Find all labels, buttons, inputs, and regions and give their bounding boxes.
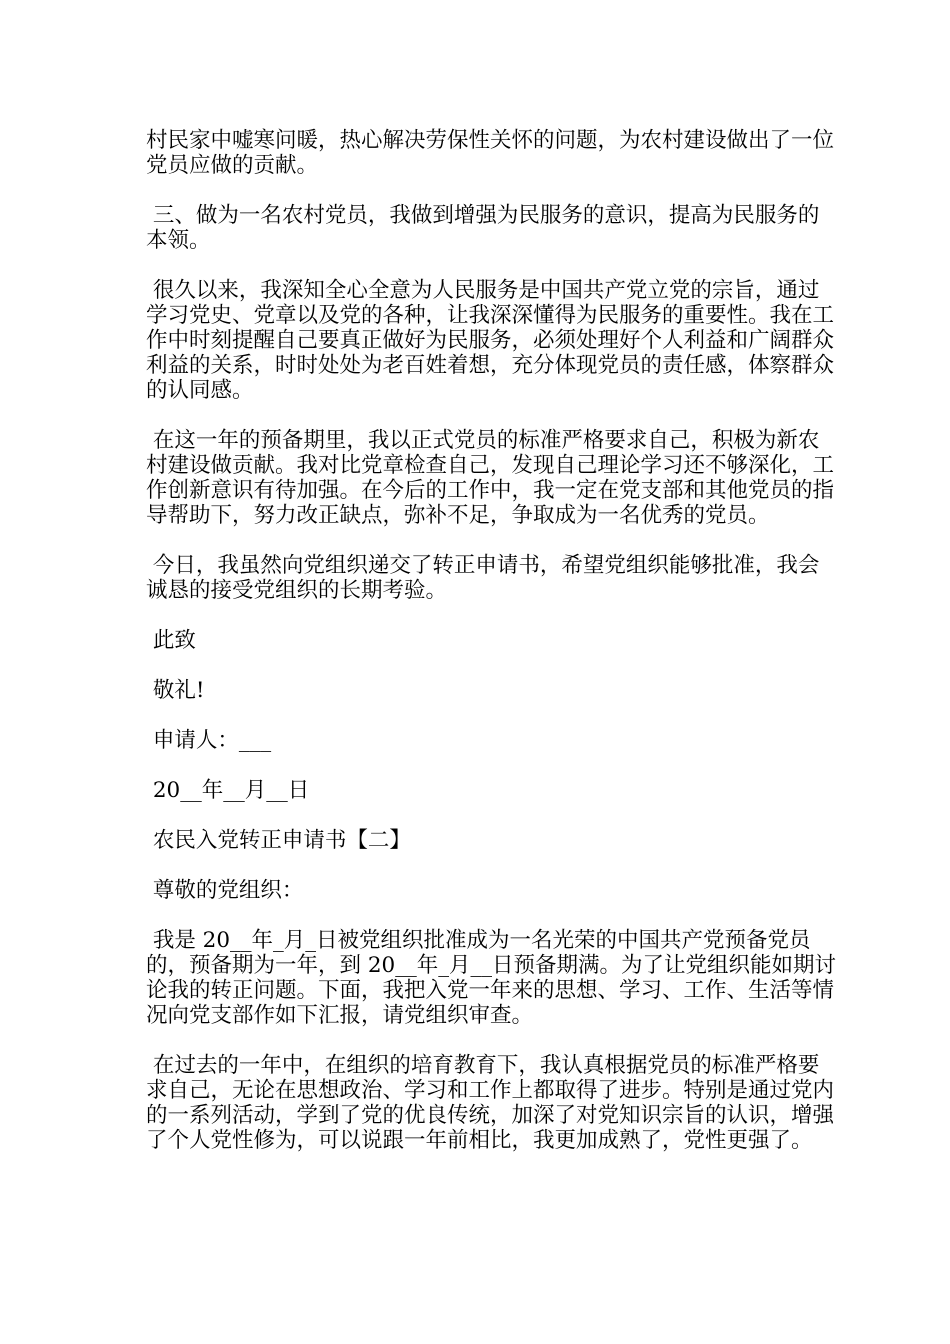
date-line: 20__年__月__日 [146,778,310,803]
paragraph-introduction: 我是 20__年_月_日被党组织批准成为一名光荣的中国共产党预备党员的，预备期为一年，到 20__年_月__日预备期满。为了让党组织能如期讨论我的转正问题。下面，我把入党一年来的思想、学习、工作、生活等情况向党支部作如下汇报，请党组织审查。 [146,928,836,1028]
document-subtitle: 农民入党转正申请书【二】 [146,828,411,853]
paragraph-submission: 今日，我虽然向党组织递交了转正申请书，希望党组织能够批准，我会诚恳的接受党组织的长期考验。 [146,553,820,603]
applicant-signature-line: 申请人：___ [146,728,272,753]
greeting-line: 尊敬的党组织： [146,878,304,903]
section-heading-three: 三、做为一名农村党员，我做到增强为民服务的意识，提高为民服务的本领。 [146,203,820,253]
closing-regards: 敬礼! [146,678,205,703]
closing-salutation: 此致 [146,628,196,653]
paragraph-contribution: 村民家中嘘寒问暖，热心解决劳保性关怀的问题，为农村建设做出了一位党员应做的贡献。 [146,128,835,178]
paragraph-probation-year: 在这一年的预备期里，我以正式党员的标准严格要求自己，积极为新农村建设做贡献。我对比党章检查自己，发现自己理论学习还不够深化，工作创新意识有待加强。在今后的工作中，我一定在党支部和其他党员的指导帮助下，努力改正缺点，弥补不足，争取成为一名优秀的党员。 [146,428,835,528]
document-body [146,128,836,1178]
paragraph-serve-people: 很久以来，我深知全心全意为人民服务是中国共产党立党的宗旨，通过学习党史、党章以及党的各种，让我深深懂得为民服务的重要性。我在工作中时刻提醒自己要真正做好为民服务，必须处理好个人利益和广阔群众利益的关系，时时处处为老百姓着想，充分体现党员的责任感，体察群众的认同感。 [146,278,835,403]
paragraph-past-year: 在过去的一年中，在组织的培育教育下，我认真根据党员的标准严格要求自己，无论在思想政治、学习和工作上都取得了进步。特别是通过党内的一系列活动，学到了党的优良传统，加深了对党知识宗旨的认识，增强了个人党性修为，可以说跟一年前相比，我更加成熟了，党性更强了。 [146,1053,835,1153]
